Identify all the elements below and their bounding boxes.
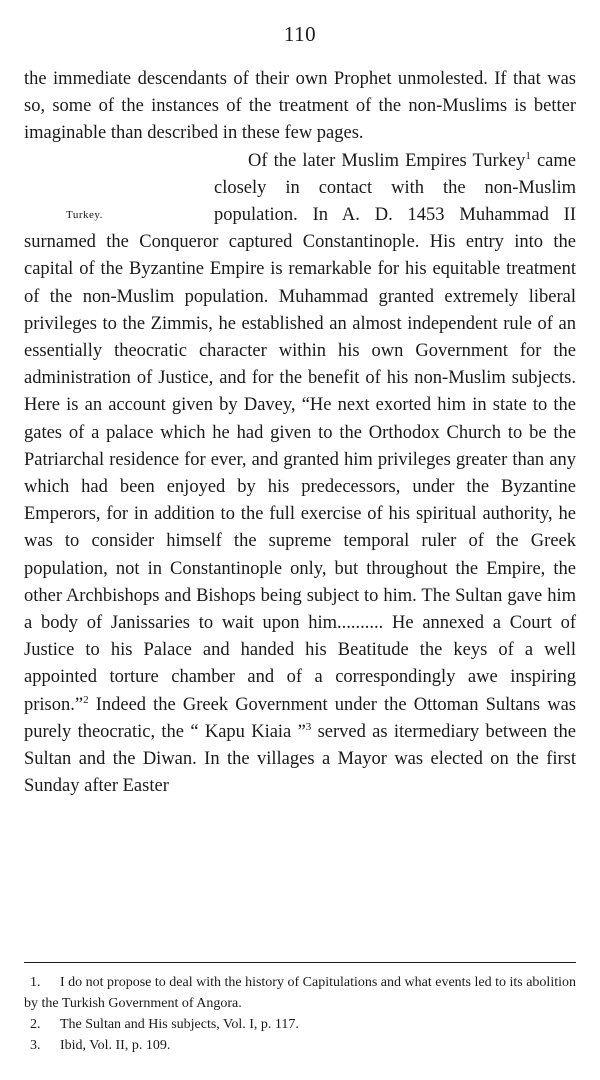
- footnote-number: 3.: [30, 1038, 41, 1053]
- footnote-text: I do not propose to deal with the history of Capitulations and what events led to its abolition by the Turkish Government of Angora.: [24, 975, 576, 1011]
- footnote-divider: [24, 962, 576, 963]
- footnote-text: The Sultan and His subjects, Vol. I, p. 117.: [60, 1017, 299, 1032]
- footnote-text: Ibid, Vol. II, p. 109.: [60, 1038, 171, 1053]
- paragraph-2-part-d: served as itermediary between the Sultan and the Diwan. In the villages a Mayor was elected on the first Sunday after Easter: [24, 721, 577, 797]
- footnote-ref-3: 3: [305, 720, 312, 733]
- paragraph-1: the immediate descendants of their own Prophet unmolested. If that was so, some of the instances of the treatment of the non-Muslims is better imaginable than described in these few pages.: [24, 69, 576, 144]
- paragraph-2-part-c: Indeed the Greek Government under the Ottoman Sultans was purely theocratic, the “ Kapu Kiaia ”: [24, 694, 576, 742]
- footnote-number: 1.: [30, 975, 41, 990]
- footnote-3: [24, 1035, 576, 1056]
- footnote-ref-2: 2: [83, 693, 89, 706]
- page-number: 110: [283, 22, 317, 46]
- paragraph-2: [24, 148, 576, 801]
- paragraph-2-part-a: Of the later Muslim Empires Turkey: [248, 150, 526, 171]
- footnote-ref-1: 1: [525, 149, 531, 162]
- footnotes: [24, 972, 576, 1056]
- footnote-1: [24, 972, 576, 1014]
- side-note-turkey: Turkey.: [66, 208, 103, 221]
- paragraph-2-part-b: came closely in contact with the non-Muslim population. In A. D. 1453 Muhammad II surnamed the Conqueror captured Constantinople. His entry into the capital of the Byzantine Empire is remarkable for his equitable treatment of the non-Muslim population. Muhammad granted extremely liberal privileges to the Zimmis, he established an almost independent rule of an essentially theocratic character within his own Government for the administration of Justice, and for the benefit of his non-Muslim subjects. Here is an account given by Davey, “He next exorted him in state to the gates of a palace which he had given to the Orthodox Church to be the Patriarchal residence for ever, and granted him privileges greater than any which had been enjoyed by his predecessors, under the Byzantine Emperors, for in addition to the full exercise of his spiritual authority, he was to consider himself the supreme temporal ruler of the Greek population, not in Constantinople only, but throughout the Empire, the other Archbishops and Bishops being subject to him. The Sultan gave him a body of Janissaries to wait upon him.......... He annexed a Court of Justice to his Palace and handed his Beatitude the keys of a well appointed torture chamber and of a correspondingly awe inspiring prison.”: [24, 150, 576, 715]
- body-text: [24, 66, 576, 800]
- footnote-number: 2.: [30, 1017, 41, 1032]
- side-note-space: [24, 148, 214, 228]
- footnote-2: [24, 1014, 576, 1035]
